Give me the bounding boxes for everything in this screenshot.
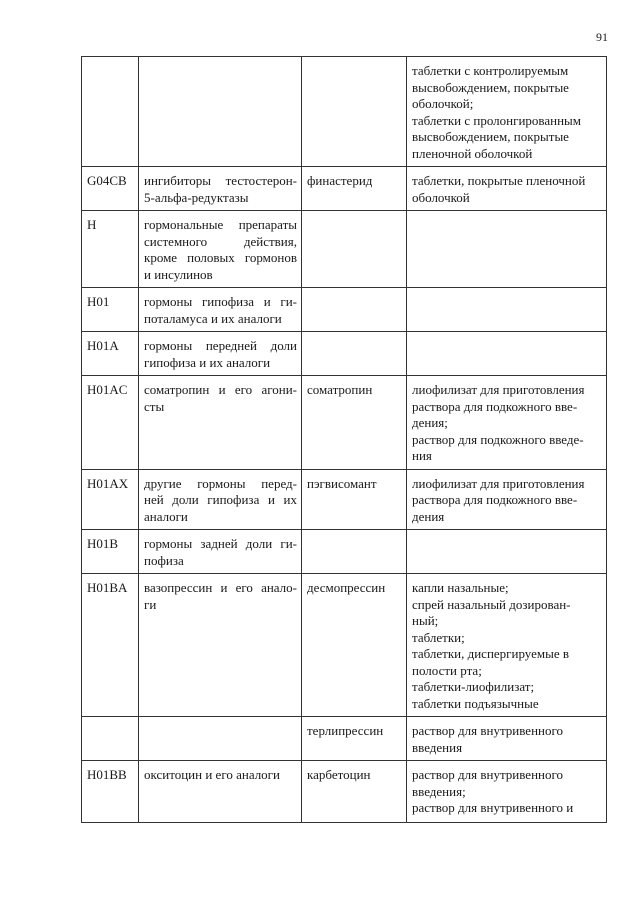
dosage-forms-cell (407, 288, 607, 332)
dosage-forms-cell (407, 211, 607, 288)
dosage-form-line: раствор для подкожного введе- (412, 431, 584, 447)
table-row (82, 717, 607, 761)
anatomical-group-cell (139, 288, 302, 332)
atc-code: H01AC (87, 382, 128, 397)
atc-code: H01BB (87, 767, 127, 782)
dosage-form-line: оболочкой (412, 189, 470, 205)
dosage-forms-cell (407, 57, 607, 167)
page-number: 91 (596, 30, 608, 44)
table-row (82, 376, 607, 470)
atc-code-cell (82, 288, 139, 332)
group-line: и инсулинов (144, 266, 213, 282)
dosage-forms-cell (407, 530, 607, 574)
drug-name-cell (302, 211, 407, 288)
dosage-forms-cell (407, 717, 607, 761)
group-line: гормоны гипофиза и ги- (144, 294, 297, 309)
drug-name-cell (302, 57, 407, 167)
dosage-forms-cell (407, 376, 607, 470)
dosage-forms-cell (407, 332, 607, 376)
anatomical-group-cell (139, 761, 302, 823)
drug-name-cell (302, 530, 407, 574)
table-row (82, 57, 607, 167)
table-body (82, 57, 607, 823)
atc-code: H01AX (87, 475, 129, 491)
drug-name-cell (302, 332, 407, 376)
atc-code-cell (82, 376, 139, 470)
dosage-form-line: раствора для подкожного вве- (412, 398, 578, 414)
atc-code: H (87, 217, 97, 232)
drug-name: десмопрессин (307, 580, 386, 595)
table-row (82, 469, 607, 530)
drug-name: соматропин (307, 382, 373, 397)
atc-code-cell (82, 57, 139, 167)
anatomical-group-cell (139, 57, 302, 167)
dosage-form-line: таблетки, покрытые пленочной (412, 173, 586, 188)
dosage-form-line: раствор для внутривенного (412, 723, 563, 738)
dosage-form-line: спрей назальный дозирован- (412, 596, 571, 612)
dosage-form-line: таблетки-лиофилизат; (412, 679, 535, 694)
atc-code-cell (82, 211, 139, 288)
dosage-form-line: таблетки; (412, 629, 465, 645)
group-line: ингибиторы тестостерон- (144, 173, 297, 188)
atc-code: H01B (87, 536, 119, 551)
group-line: ги (144, 596, 157, 612)
drug-name-cell (302, 469, 407, 530)
atc-code: H01 (87, 294, 110, 309)
dosage-form-line: раствор для внутривенного и (412, 800, 574, 815)
dosage-form-line: оболочкой; (412, 96, 474, 111)
anatomical-group-cell (139, 717, 302, 761)
table-row (82, 211, 607, 288)
dosage-forms-cell (407, 167, 607, 211)
dosage-form-line: лиофилизат для приготовления (412, 382, 585, 397)
table-row (82, 167, 607, 211)
dosage-forms-cell (407, 574, 607, 717)
dosage-form-line: раствора для подкожного вве- (412, 492, 578, 507)
drug-name-cell (302, 288, 407, 332)
group-line: пофиза (144, 552, 184, 568)
drug-name-cell (302, 167, 407, 211)
atc-code-cell (82, 761, 139, 823)
atc-code-cell (82, 530, 139, 574)
group-line: 5-альфа-редуктазы (144, 189, 249, 205)
dosage-form-line: таблетки подъязычные (412, 695, 539, 711)
group-line: вазопрессин и его анало- (144, 580, 297, 595)
atc-code: H01A (87, 338, 119, 353)
group-line: окситоцин и его аналоги (144, 767, 280, 782)
dosage-form-line: ния (412, 448, 432, 463)
drug-name: финастерид (307, 173, 373, 188)
atc-code: H01BA (87, 580, 128, 595)
group-line: сты (144, 398, 165, 414)
dosage-forms-cell (407, 469, 607, 530)
anatomical-group-cell (139, 469, 302, 530)
dosage-form-line: капли назальные; (412, 580, 509, 595)
atc-code-cell (82, 332, 139, 376)
group-line: системного действия, (144, 233, 297, 249)
anatomical-group-cell (139, 211, 302, 288)
anatomical-group-cell (139, 574, 302, 717)
drug-name-cell (302, 717, 407, 761)
drug-name: пэгвисомант (307, 475, 377, 491)
atc-code-cell (82, 717, 139, 761)
dosage-form-line: таблетки с пролонгированным (412, 112, 582, 128)
dosage-form-line: ный; (412, 613, 439, 628)
dosage-form-line: таблетки с контролируемым (412, 63, 569, 78)
dosage-form-line: введения; (412, 783, 466, 799)
dosage-form-line: раствор для внутривенного (412, 767, 563, 782)
drug-table (81, 56, 607, 823)
anatomical-group-cell (139, 332, 302, 376)
group-line: соматропин и его агони- (144, 382, 297, 397)
group-line: ней доли гипофиза и их (144, 492, 297, 507)
drug-name: терлипрессин (307, 723, 384, 738)
group-line: аналоги (144, 508, 188, 524)
dosage-form-line: лиофилизат для приготовления (412, 475, 585, 491)
dosage-form-line: дения (412, 508, 445, 524)
table-row (82, 332, 607, 376)
drug-name-cell (302, 761, 407, 823)
group-line: кроме половых гормонов (144, 250, 297, 265)
group-line: другие гормоны перед- (144, 475, 297, 491)
dosage-form-line: введения (412, 739, 463, 755)
group-line: поталамуса и их аналоги (144, 310, 282, 326)
group-line: гормоны задней доли ги- (144, 536, 297, 551)
table-row (82, 288, 607, 332)
drug-name-cell (302, 376, 407, 470)
atc-code: G04CB (87, 173, 127, 188)
dosage-form-line: пленочной оболочкой (412, 145, 533, 161)
table-row (82, 574, 607, 717)
dosage-forms-cell (407, 761, 607, 823)
dosage-form-line: высвобождением, покрытые (412, 79, 569, 95)
group-line: гормоны передней доли (144, 338, 297, 353)
table-row (82, 761, 607, 823)
dosage-form-line: таблетки, диспергируемые в (412, 646, 570, 661)
atc-code-cell (82, 574, 139, 717)
atc-code-cell (82, 469, 139, 530)
anatomical-group-cell (139, 376, 302, 470)
drug-name-cell (302, 574, 407, 717)
drug-name: карбетоцин (307, 767, 371, 782)
dosage-form-line: полости рта; (412, 662, 482, 678)
atc-code-cell (82, 167, 139, 211)
dosage-form-line: высвобождением, покрытые (412, 129, 569, 144)
table-row (82, 530, 607, 574)
anatomical-group-cell (139, 167, 302, 211)
anatomical-group-cell (139, 530, 302, 574)
group-line: гипофиза и их аналоги (144, 354, 271, 370)
group-line: гормональные препараты (144, 217, 297, 232)
dosage-form-line: дения; (412, 415, 448, 430)
